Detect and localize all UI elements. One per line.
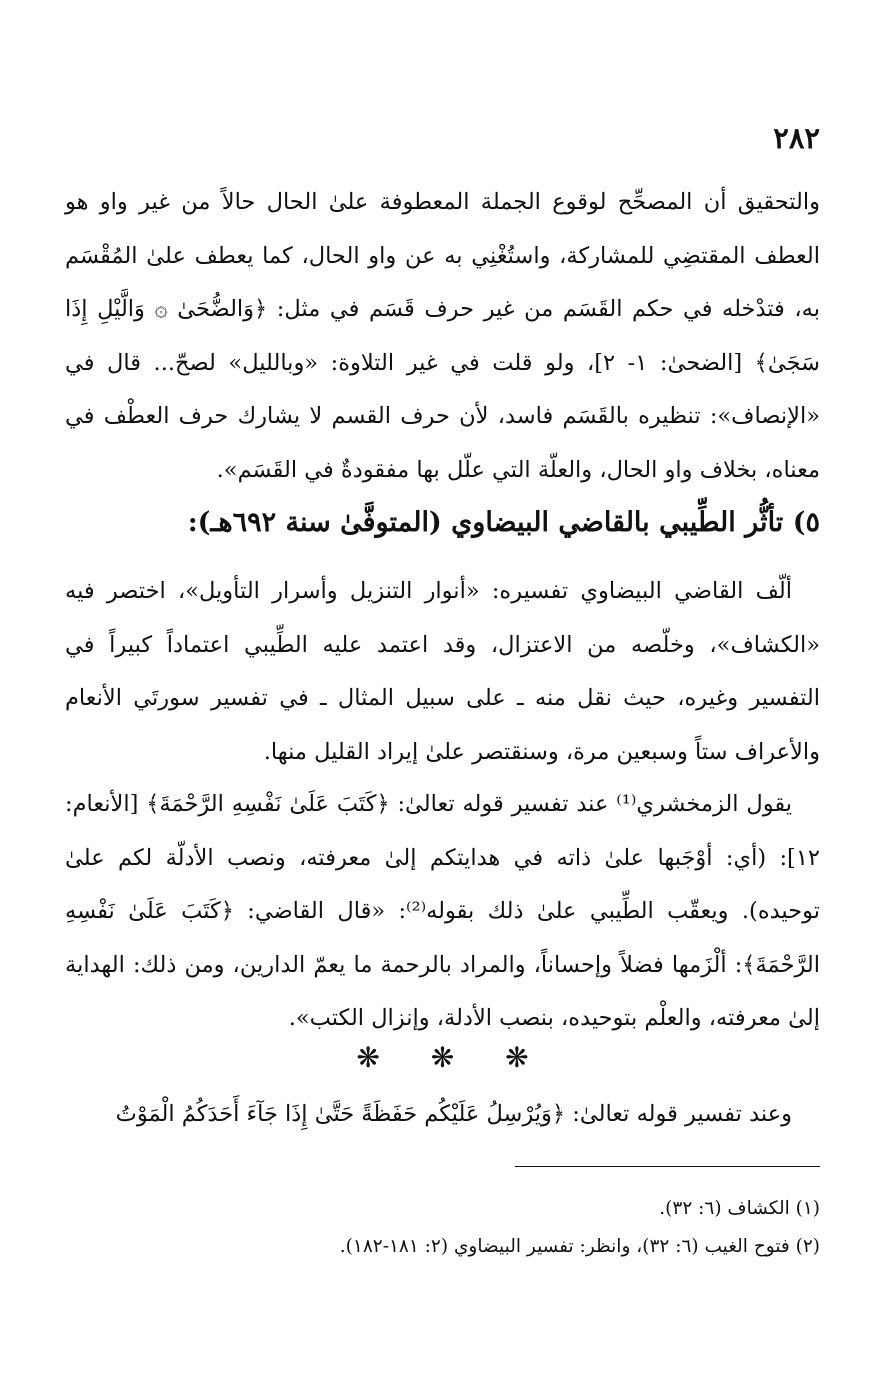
footnote-2: (٢) فتوح الغيب (٦: ٣٢)، وانظر: تفسير البيضاوي (٢: ١٨١-١٨٢). [339, 1236, 820, 1257]
footnote-1: (١) الكشاف (٦: ٣٢). [659, 1198, 820, 1219]
section-heading: ٥) تأثُّر الطِّيبي بالقاضي البيضاوي (المتوفَّىٰ سنة ٦٩٢هـ): [187, 507, 820, 538]
paragraph-zamakhshari-quote: يقول الزمخشري⁽¹⁾ عند تفسير قوله تعالىٰ: ﴿كَتَبَ عَلَىٰ نَفْسِهِ الرَّحْمَةَ﴾ [الأنعام: ١٢]: (أي: أوْجَبها علىٰ ذاته في هدايتكم إلىٰ معرفته، ونصب الأدلّة لكم علىٰ توحيده). ويعقّب الطِّيبي علىٰ ذلك بقوله⁽²⁾: «قال القاضي: ﴿كَتَبَ عَلَىٰ نَفْسِهِ الرَّحْمَةَ﴾: ألْزَمها فضلاً وإحساناً، والمراد بالرحمة ما يعمّ الدارين، ومن ذلك: الهداية إلىٰ معرفته، والعلْم بتوحيده، بنصب الأدلة، وإنزال الكتب». [65, 791, 820, 1031]
footnote-divider [515, 1166, 820, 1167]
paragraph-baydawi-intro: ألّف القاضي البيضاوي تفسيره: «أنوار التنزيل وأسرار التأويل»، اختصر فيه «الكشاف»، وخلّصه من الاعتزال، وقد اعتمد عليه الطِّيبي اعتماداً كبيراً في التفسير وغيره، حيث نقل منه ـ على سبيل المثال ـ في تفسير سورتَي الأنعام والأعراف ستاً وسبعين مرة، وسنقتصر علىٰ إيراد القليل منها. [65, 578, 820, 765]
paragraph-conjunction-oath: والتحقيق أن المصحِّح لوقوع الجملة المعطوفة علىٰ الحال حالاً من غير واو هو العطف المقتضِي للمشاركة، واستُغْنِي به عن واو الحال، كما يعطف علىٰ المُقْسَم به، فتدْخله في حكم القَسَم من غير حرف قَسَم في مثل: ﴿وَالضُّحَىٰ ۞ وَالَّيْلِ إِذَا سَجَىٰ﴾ [الضحىٰ: ١- ٢]، ولو قلت في غير التلاوة: «وبالليل» لصحّ... قال في «الإنصاف»: تنظيره بالقَسَم فاسد، لأن حرف القسم لا يشارك حرف العطْف في معناه، بخلاف واو الحال، والعلّة التي علّل بها مفقودةٌ في القَسَم». [65, 189, 820, 483]
page-number: ٢٨٢ [773, 121, 820, 155]
paragraph-continued: وعند تفسير قوله تعالىٰ: ﴿وَيُرْسِلُ عَلَيْكُم حَفَظَةً حَتَّىٰ إِذَا جَآءَ أَحَدَكُمُ الْمَوْتُ [115, 1101, 792, 1127]
section-separator: ❋ ❋ ❋ [356, 1041, 529, 1074]
footnotes-list [65, 1190, 820, 1266]
